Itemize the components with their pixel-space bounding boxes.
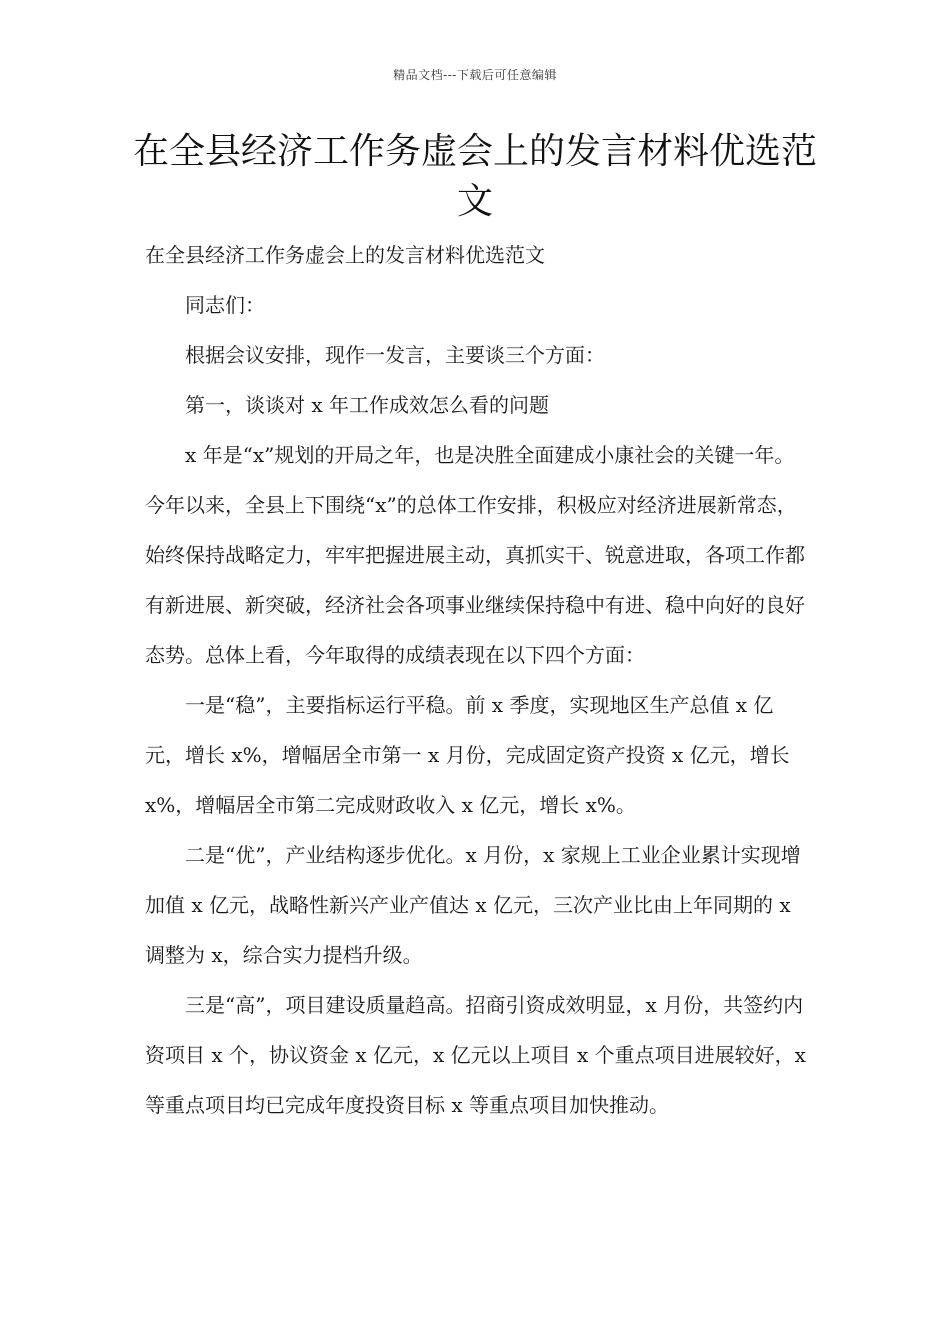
paragraph-point-high: 三是“高”，项目建设质量趋高。招商引资成效明显，x 月份，共签约内资项目 x 个，协议资金 x 亿元，x 亿元以上项目 x 个重点项目进展较好，x 等重点项目均已完成年度投资目标 x 等重点项目加快推动。 [145, 993, 806, 1117]
paragraph-salutation: 同志们： [185, 293, 265, 317]
paragraph-point-optimized: 二是“优”，产业结构逐步优化。x 月份，x 家规上工业企业累计实现增加值 x 亿元，战略性新兴产业产值达 x 亿元，三次产业比由上年同期的 x 调整为 x，综合实力提档升级。 [145, 843, 801, 967]
paragraph-overview: x 年是“x”规划的开局之年，也是决胜全面建成小康社会的关键一年。今年以来，全县上下围绕“x”的总体工作安排，积极应对经济进展新常态，始终保持战略定力，牢牢把握进展主动，真抓实干、锐意进取，各项工作都有新进展、新突破，经济社会各项事业继续保持稳中有进、稳中向好的良好态势。总体上看，今年取得的成绩表现在以下四个方面： [145, 443, 805, 667]
document-title: 在全县经济工作务虚会上的发言材料优选范文 [132, 131, 817, 222]
document-body [145, 230, 810, 1130]
document-subtitle: 在全县经济工作务虚会上的发言材料优选范文 [145, 243, 545, 267]
header-note: 精品文档---下载后可任意编辑 [393, 68, 557, 82]
section-heading-first: 第一，谈谈对 x 年工作成效怎么看的问题 [185, 393, 549, 417]
paragraph-intro: 根据会议安排，现作一发言，主要谈三个方面： [185, 343, 605, 367]
paragraph-point-stable: 一是“稳”，主要指标运行平稳。前 x 季度，实现地区生产总值 x 亿元，增长 x%，增幅居全市第一 x 月份，完成固定资产投资 x 亿元，增长 x%，增幅居全市第二完成财政收入 x 亿元，增长 x%。 [145, 693, 790, 817]
